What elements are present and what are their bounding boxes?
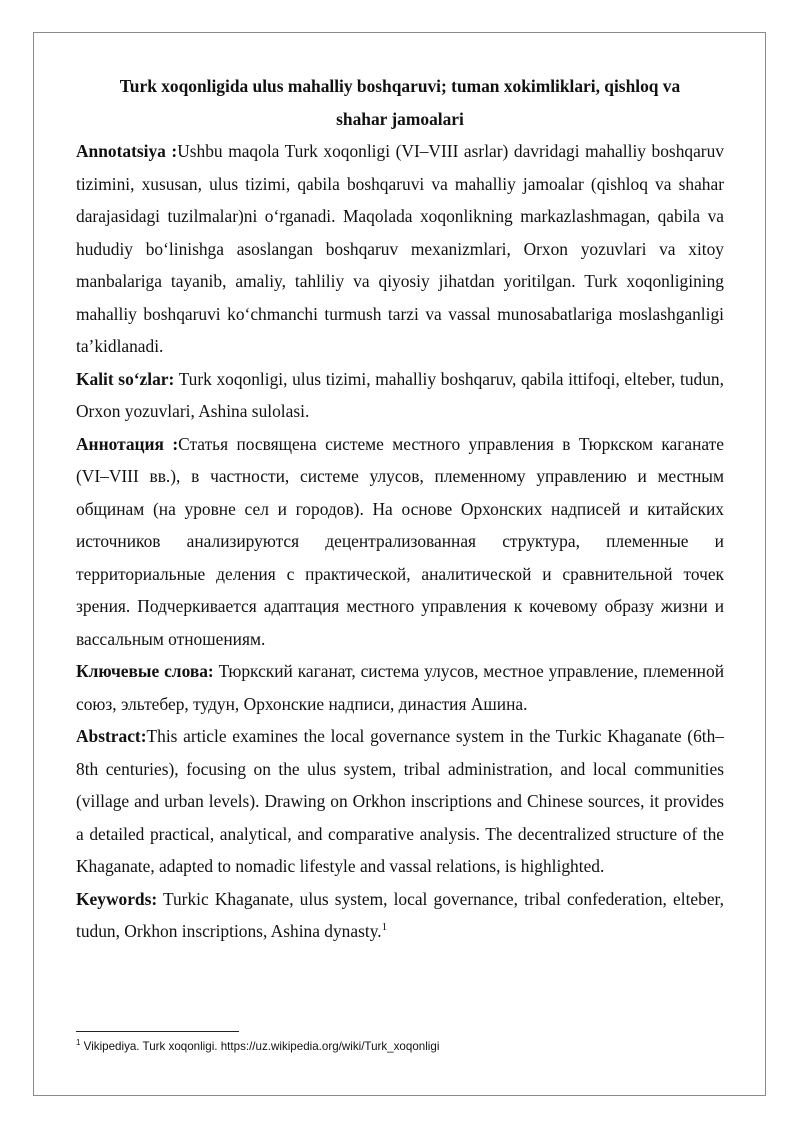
annotation-uz-text: Ushbu maqola Turk xoqonligi (VI–VIII asrlar) davridagi mahalliy boshqaruv tizimini, xususan, ulus tizimi, qabila boshqaruvi va mahalliy jamoalar (qishloq va shahar darajasidagi tuzilmalar)ni o‘rganadi. Maqolada xoqonlikning markazlashmagan, qabila va hududiy bo‘linishga asoslangan boshqaruv mexanizmlari, Orxon yozuvlari va xitoy manbalariga tayanib, amaliy, tahliliy va qiyosiy jihatdan yoritilgan. Turk xoqonligining mahalliy boshqaruvi ko‘chmanchi turmush tarzi va vassal munosabatlariga moslashganligi ta’kidlanadi. [76, 141, 724, 356]
annotation-ru-label: Аннотация : [76, 433, 179, 454]
footnote-divider [76, 1031, 239, 1032]
keywords-uz-text: Turk xoqonligi, ulus tizimi, mahalliy boshqaruv, qabila ittifoqi, elteber, tudun, Orxon yozuvlari, Ashina sulolasi. [76, 368, 724, 421]
article-body [76, 70, 724, 948]
footnote [76, 1039, 724, 1055]
keywords-en-label: Keywords: [76, 888, 158, 909]
keywords-ru-label: Ключевые слова: [76, 661, 214, 681]
abstract-en-label: Abstract: [76, 726, 147, 746]
abstract-en-text: This article examines the local governance system in the Turkic Khaganate (6th–8th centuries), focusing on the ulus system, tribal administration, and local communities (village and urban levels). Drawing on Orkhon inscriptions and Chinese sources, it provides a detailed practical, analytical, and comparative analysis. The decentralized structure of the Khaganate, adapted to nomadic lifestyle and vassal relations, is highlighted. [76, 726, 724, 876]
article-title: Turk xoqonligida ulus mahalliy boshqaruvi; tuman xokimliklari, qishloq va shahar jamoalari [119, 76, 681, 129]
abstract-en [76, 720, 724, 883]
keywords-en-text: Turkic Khaganate, ulus system, local governance, tribal confederation, elteber, tudun, Orkhon inscriptions, Ashina dynasty. [76, 888, 724, 941]
annotation-ru-text: Статья посвящена системе местного управления в Тюркском каганате (VI–VIII вв.), в частности, системе улусов, племенному управлению и местным общинам (на уровне сел и городов). На основе Орхонских надписей и китайских источников анализируются децентрализованная структура, племенные и территориальные деления с практической, аналитической и сравнительной точек зрения. Подчеркивается адаптация местного управления к кочевому образу жизни и вассальным отношениям. [76, 433, 724, 649]
keywords-ru [76, 655, 724, 720]
keywords-uz [76, 363, 724, 428]
keywords-uz-label: Kalit so‘zlar: [76, 368, 175, 389]
annotation-ru [76, 428, 724, 656]
annotation-uz [76, 135, 724, 363]
footnote-reference[interactable]: 1 [381, 921, 388, 934]
annotation-uz-label: Annotatsiya : [76, 141, 178, 161]
footnote-number: 1 [76, 1038, 81, 1048]
keywords-ru-text: Тюркский каганат, система улусов, местное управление, племенной союз, эльтебер, тудун, Орхонские надписи, династия Ашина. [76, 661, 724, 714]
footnote-text: Vikipediya. Turk xoqonligi. https://uz.wikipedia.org/wiki/Turk_xoqonligi [80, 1040, 440, 1053]
keywords-en [76, 883, 724, 948]
